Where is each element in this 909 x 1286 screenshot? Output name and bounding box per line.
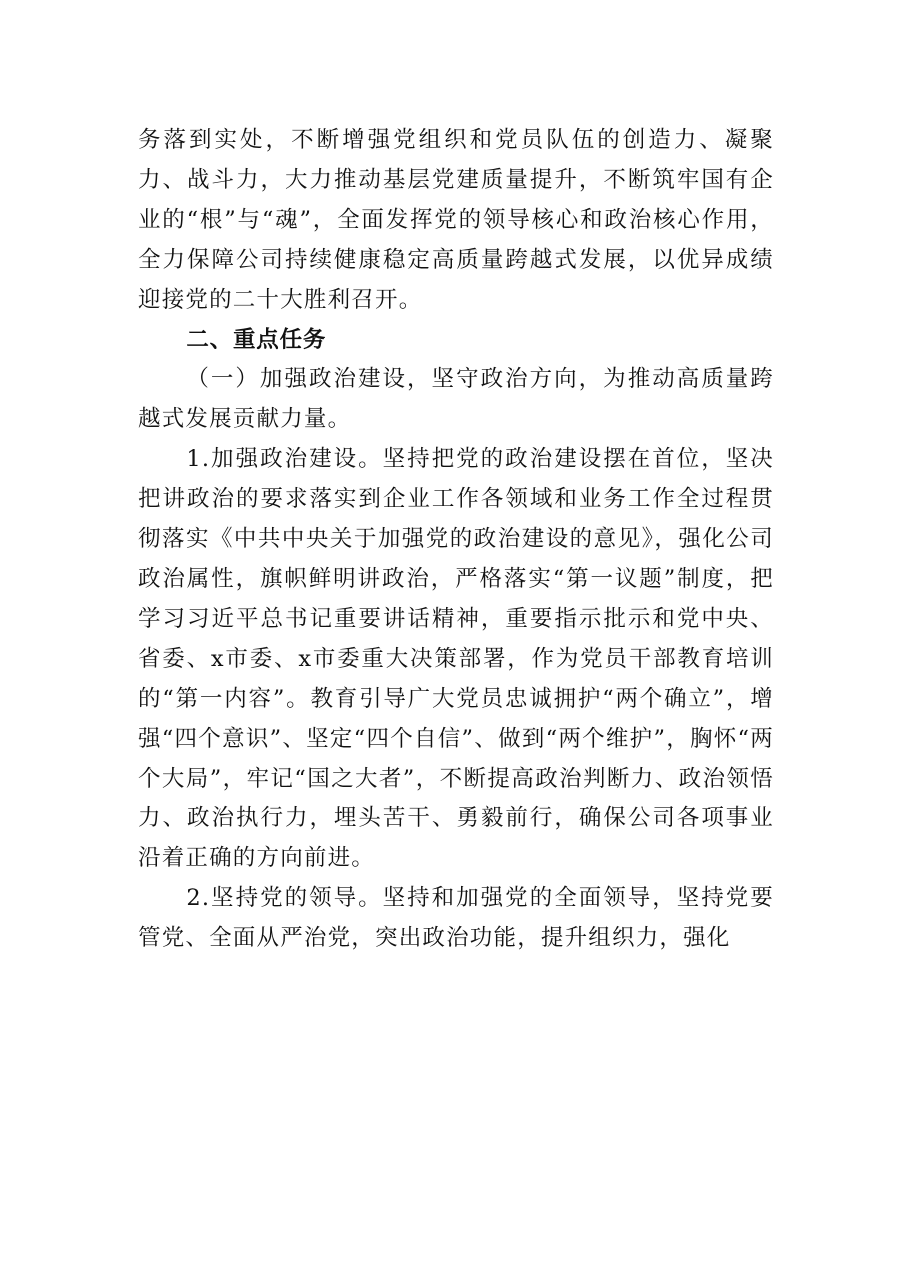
- document-body: [138, 121, 774, 959]
- subsection-heading-political-construction: （一）加强政治建设，坚守政治方向，为推动高质量跨越式发展贡献力量。: [138, 366, 774, 433]
- paragraph-item-2: 2.坚持党的领导。坚持和加强党的全面领导，坚持党要管党、全面从严治党，突出政治功能，提升组织力，强化: [138, 885, 774, 952]
- section-heading-key-tasks: 二、重点任务: [186, 326, 327, 353]
- paragraph-continuation: 务落到实处，不断增强党组织和党员队伍的创造力、凝聚力、战斗力，大力推动基层党建质量提升，不断筑牢国有企业的“根”与“魂”，全面发挥党的领导核心和政治核心作用，全力保障公司持续健康稳定高质量跨越式发展，以优异成绩迎接党的二十大胜利召开。: [138, 127, 774, 313]
- paragraph-item-1: 1.加强政治建设。坚持把党的政治建设摆在首位，坚决把讲政治的要求落实到企业工作各领域和业务工作全过程贯彻落实《中共中央关于加强党的政治建设的意见》，强化公司政治属性，旗帜鲜明讲政治，严格落实“第一议题”制度，把学习习近平总书记重要讲话精神，重要指示批示和党中央、省委、x市委、x市委重大决策部署，作为党员干部教育培训的“第一内容”。教育引导广大党员忠诚拥护“两个确立”，增强“四个意识”、坚定“四个自信”、做到“两个维护”，胸怀“两个大局”，牢记“国之大者”，不断提高政治判断力、政治领悟力、政治执行力，埋头苦干、勇毅前行，确保公司各项事业沿着正确的方向前进。: [138, 446, 774, 872]
